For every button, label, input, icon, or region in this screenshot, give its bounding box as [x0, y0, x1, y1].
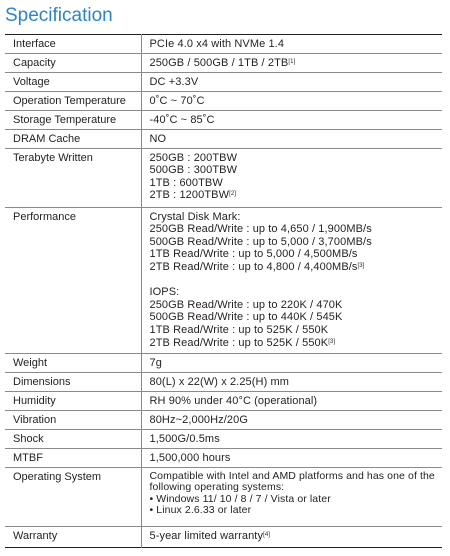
cdm-heading: Crystal Disk Mark: [149, 210, 241, 223]
label-terabyte-written: Terabyte Written [5, 148, 141, 207]
tbw-line: 250GB : 200TBW [149, 151, 238, 164]
os-bullet: • Windows 11/ 10 / 8 / 7 / Vista or later [149, 492, 331, 505]
cdm-line: 250GB Read/Write : up to 4,650 / 1,900MB/s [149, 223, 372, 236]
label-capacity: Capacity [5, 54, 141, 73]
os-bullet: • Linux 2.6.33 or later [149, 504, 252, 517]
row-performance [5, 207, 442, 353]
label-storage-temperature: Storage Temperature [5, 111, 141, 130]
spec-table [5, 34, 442, 548]
row-operating-system [5, 467, 442, 526]
value-shock: 1,500G/0.5ms [141, 429, 442, 448]
warranty-text: 5-year limited warranty [149, 529, 264, 542]
row-capacity [5, 54, 442, 73]
tbw-line-last [150, 189, 437, 202]
spacer [150, 274, 437, 287]
row-vibration [5, 410, 442, 429]
iops-line: 1TB Read/Write : up to 525K / 550K [149, 323, 329, 336]
row-voltage [5, 73, 442, 92]
row-humidity [5, 391, 442, 410]
os-compatibility-text: Compatible with Intel and AMD platforms and has one of the following operating systems: [149, 469, 435, 494]
tbw-line: 500GB : 300TBW [149, 164, 238, 177]
label-vibration: Vibration [5, 410, 141, 429]
row-dimensions [5, 372, 442, 391]
cdm-line: 500GB Read/Write : up to 5,000 / 3,700MB/s [149, 235, 372, 248]
label-weight: Weight [5, 353, 141, 372]
label-performance: Performance [5, 207, 141, 353]
value-warranty [141, 526, 442, 547]
iops-line: 500GB Read/Write : up to 440K / 545K [149, 311, 343, 324]
cdm-footnote: [3] [357, 262, 365, 269]
label-warranty: Warranty [5, 526, 141, 547]
label-shock: Shock [5, 429, 141, 448]
row-shock [5, 429, 442, 448]
row-weight [5, 353, 442, 372]
iops-line: 250GB Read/Write : up to 220K / 470K [149, 298, 343, 311]
label-humidity: Humidity [5, 391, 141, 410]
value-dimensions: 80(L) x 22(W) x 2.25(H) mm [141, 372, 442, 391]
value-performance [141, 207, 442, 353]
value-weight: 7g [141, 353, 442, 372]
row-operation-temperature [5, 92, 442, 111]
row-interface [5, 35, 442, 54]
row-warranty [5, 526, 442, 547]
capacity-footnote: [1] [288, 59, 296, 65]
label-interface: Interface [5, 35, 141, 54]
value-storage-temperature: -40˚C ~ 85˚C [141, 111, 442, 130]
tbw-line: 1TB : 600TBW [149, 176, 223, 189]
iops-line-last [150, 337, 437, 350]
value-vibration: 80Hz~2,000Hz/20G [141, 410, 442, 429]
iops-line-text: 2TB Read/Write : up to 525K / 550K [149, 336, 329, 349]
capacity-text: 250GB / 500GB / 1TB / 2TB [149, 57, 289, 69]
label-voltage: Voltage [5, 73, 141, 92]
value-operation-temperature: 0˚C ~ 70˚C [141, 92, 442, 111]
warranty-footnote: [4] [263, 531, 271, 538]
value-mtbf: 1,500,000 hours [141, 448, 442, 467]
tbw-line-text: 2TB : 1200TBW [149, 189, 230, 202]
row-terabyte-written [5, 148, 442, 207]
label-mtbf: MTBF [5, 448, 141, 467]
tbw-footnote: [2] [229, 191, 237, 198]
label-dram-cache: DRAM Cache [5, 130, 141, 149]
row-storage-temperature [5, 111, 442, 130]
cdm-line: 1TB Read/Write : up to 5,000 / 4,500MB/s [149, 248, 358, 261]
value-voltage: DC +3.3V [141, 73, 442, 92]
cdm-line-last [150, 261, 437, 274]
value-dram-cache: NO [141, 130, 442, 149]
value-operating-system [141, 467, 442, 526]
label-dimensions: Dimensions [5, 372, 141, 391]
cdm-line-text: 2TB Read/Write : up to 4,800 / 4,400MB/s [149, 260, 358, 273]
page-title: Specification [5, 5, 113, 26]
value-humidity: RH 90% under 40°C (operational) [141, 391, 442, 410]
value-capacity [141, 54, 442, 73]
iops-heading: IOPS: [149, 286, 180, 299]
row-mtbf [5, 448, 442, 467]
iops-footnote: [3] [328, 338, 336, 345]
label-operation-temperature: Operation Temperature [5, 92, 141, 111]
row-dram-cache [5, 130, 442, 149]
value-interface: PCIe 4.0 x4 with NVMe 1.4 [149, 38, 285, 50]
value-terabyte-written [141, 148, 442, 207]
label-operating-system: Operating System [5, 467, 141, 526]
